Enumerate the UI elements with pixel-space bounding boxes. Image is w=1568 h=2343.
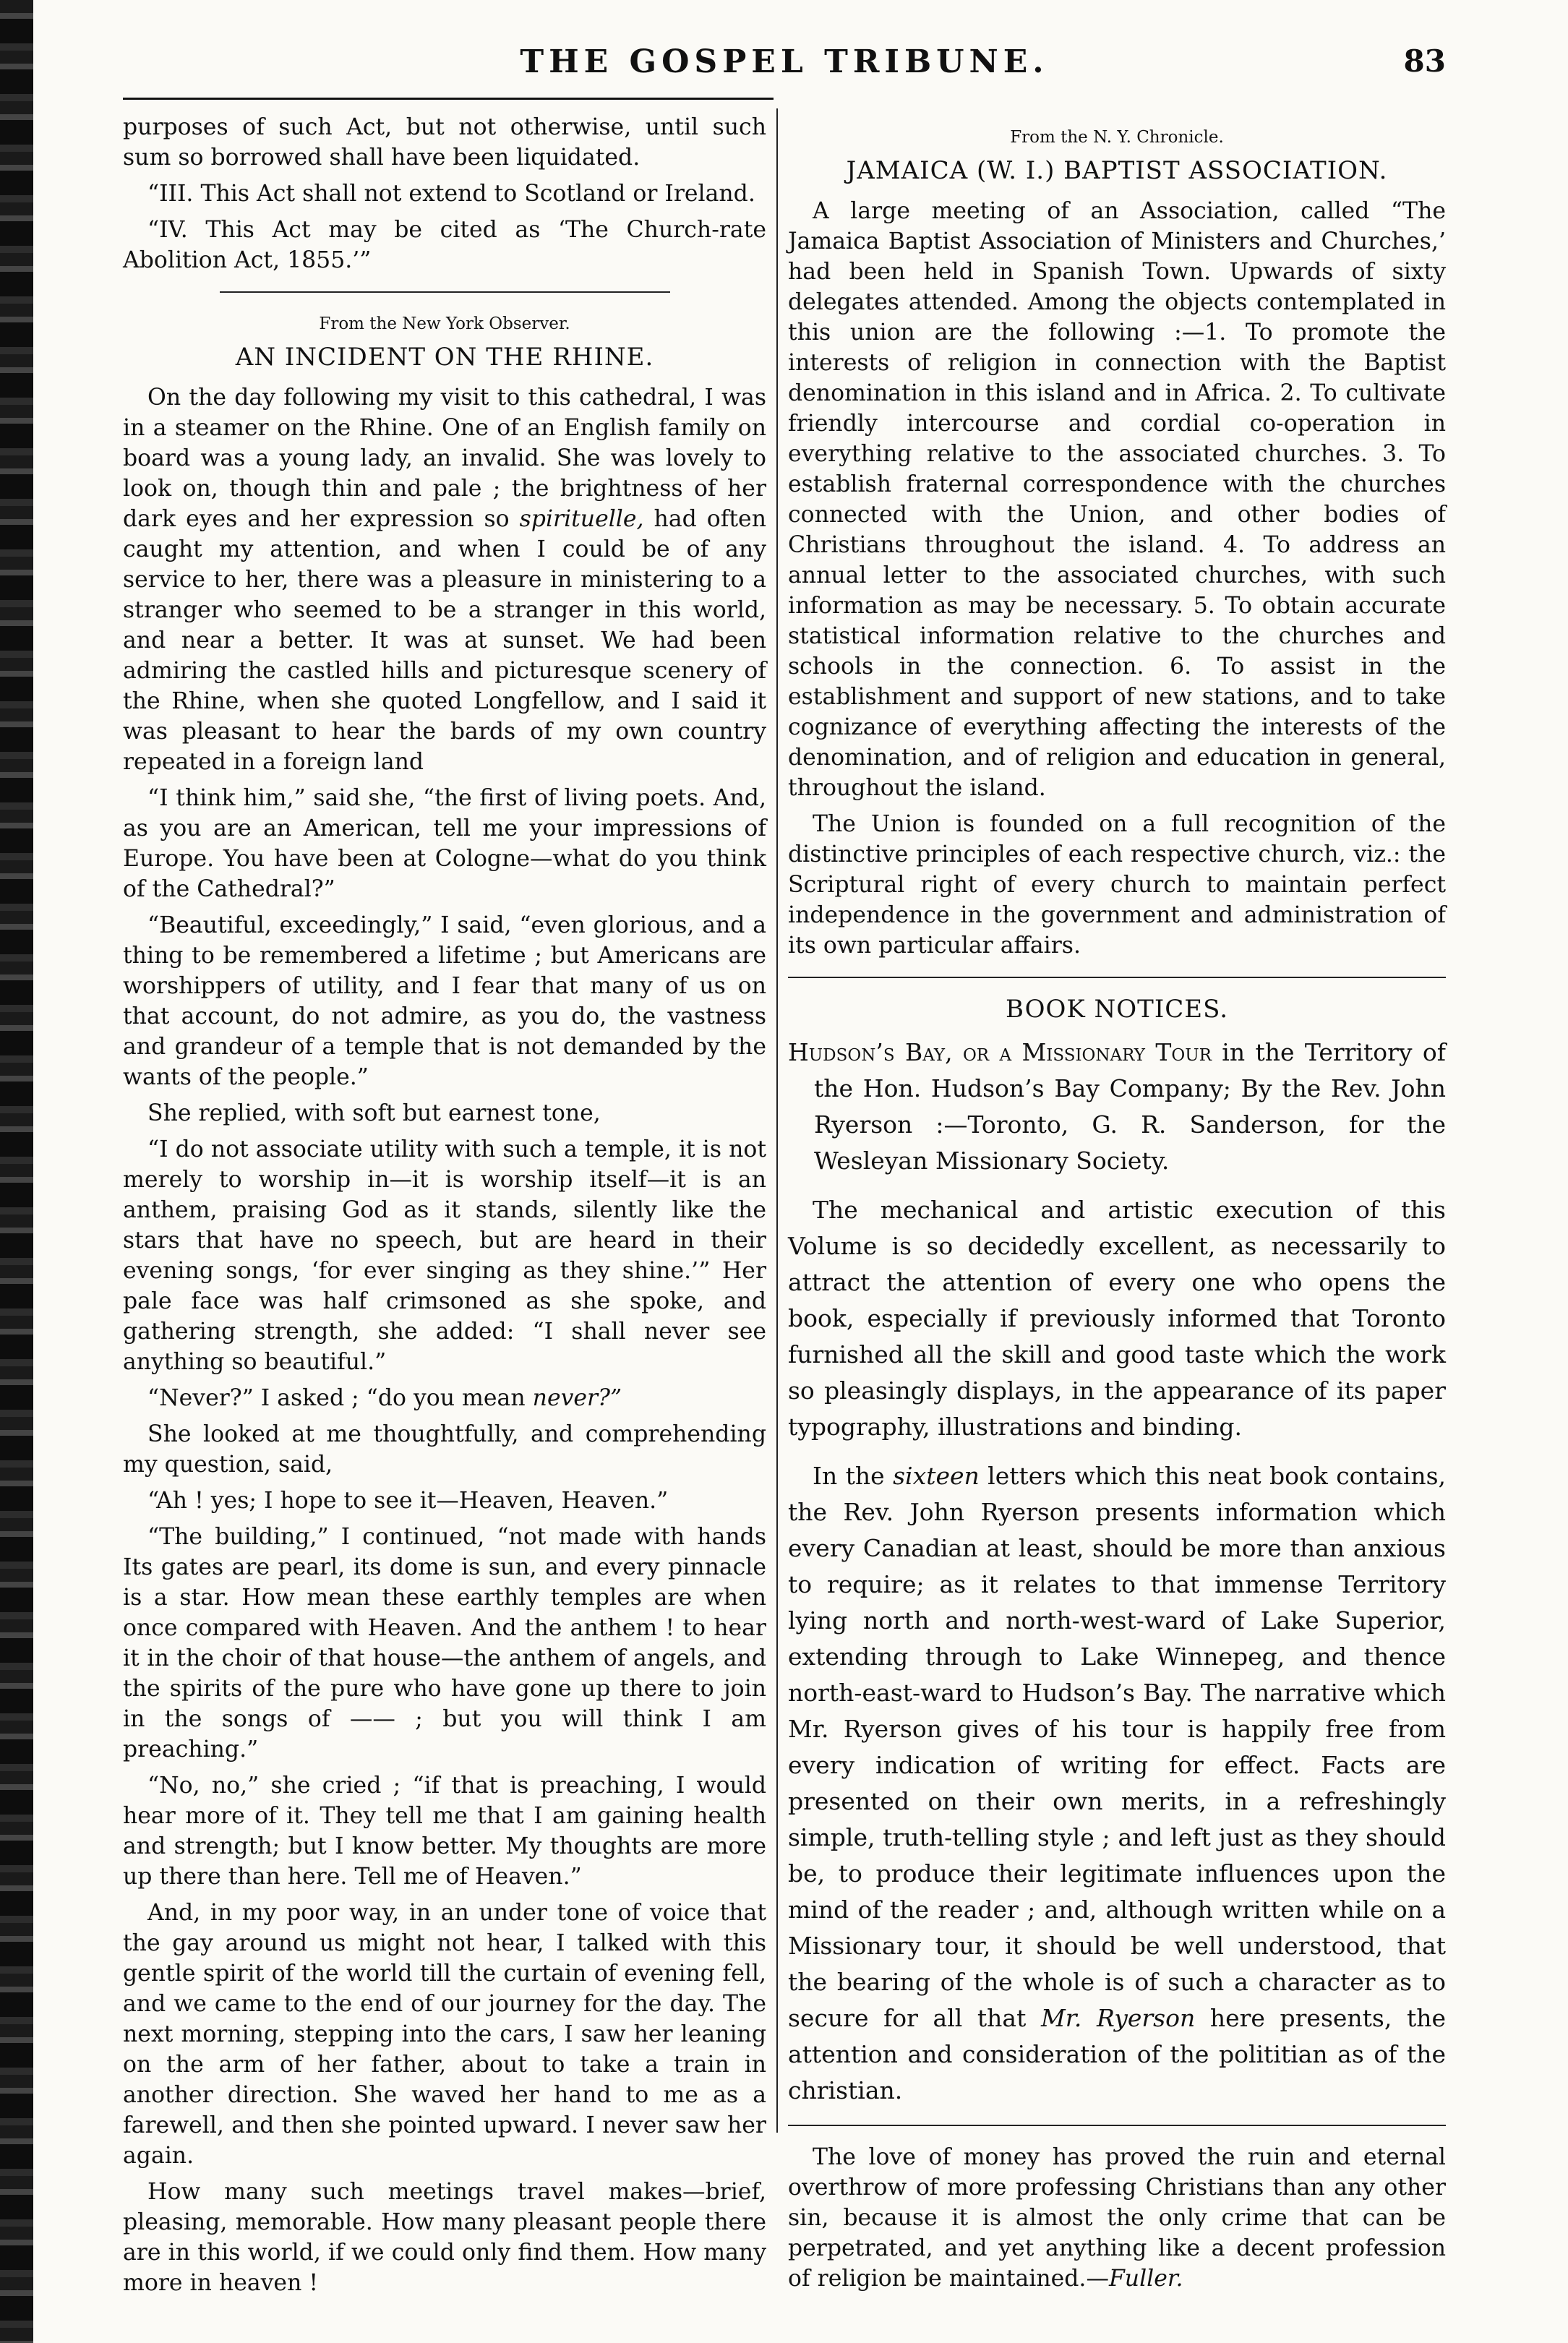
scan-edge — [0, 0, 33, 2343]
act-paragraph-2: “III. This Act shall not extend to Scotland or Ireland. — [147, 181, 755, 207]
section-rule — [788, 2125, 1446, 2126]
left-column — [123, 112, 766, 2304]
book-notices — [788, 1035, 1446, 2109]
text-run: “Never?” I asked ; “do you mean — [147, 1385, 526, 1411]
article-paragraph: The Union is founded on a full recognition of the distinctive principles of each respective church, viz.: the Scriptural right of every church to maintain perfect independence in the government and administration of its own particular affairs. — [788, 811, 1446, 959]
journal-title: THE GOSPEL TRIBUNE. — [520, 43, 1049, 80]
notice-paragraph — [788, 1458, 1446, 2109]
section-rule — [220, 291, 670, 293]
text-run: On the day following my visit to this cathedral, I was in a steamer on the Rhine. One of an English family on board was a young lady, an invalid. She was lovely to look on, though thin and pale ; the brightness of her dark eyes and her expression so — [123, 385, 766, 532]
article-paragraph: “No, no,” she cried ; “if that is preaching, I would hear more of it. They tell me that I am gaining health and strength; but I know better. My thoughts are more up there than here. Tell me of Heaven.” — [123, 1773, 766, 1890]
emphasis: Mr. Ryerson — [1040, 2004, 1196, 2032]
article-paragraph: A large meeting of an Association, called “The Jamaica Baptist Association of Ministers and Churches,’ had been held in Spanish Town. Upwards of sixty delegates attended. Among the objects contemplated in this union are the following :—1. To promote the interests of religion in connection with the Baptist denomination in this island and in Africa. 2. To cultivate friendly intercourse and cordial co-operation in everything relative to the associated churches. 3. To establish fraternal correspondence with the churches connected with the Union, and other bodies of Christians throughout the island. 4. To address an annual letter to the associated churches, with such information as may be necessary. 5. To obtain accurate statistical information relative to the churches and schools in the connection. 6. To assist in the establishment and support of new stations, and to take cognizance of everything affecting the interests of the denomination, and of religion and education in general, throughout the island. — [788, 198, 1446, 801]
emphasis: sixteen — [893, 1462, 980, 1490]
article-source: From the N. Y. Chronicle. — [1010, 128, 1224, 147]
article-paragraph — [123, 1383, 766, 1413]
book-details: in the Territory of the Hon. Hudson’s Bay Company; By the Rev. John Ryerson :—Toronto, G. R. Sanderson, for the Wesleyan Missionary Society. — [814, 1038, 1446, 1175]
article-headline: AN INCIDENT ON THE RHINE. — [235, 343, 654, 372]
article-paragraph — [123, 382, 766, 777]
article-headline: JAMAICA (W. I.) BAPTIST ASSOCIATION. — [846, 156, 1388, 185]
notices-headline: BOOK NOTICES. — [1005, 995, 1229, 1024]
page-header — [123, 43, 1446, 94]
section-rule — [788, 977, 1446, 978]
notice-paragraph: The mechanical and artistic execution of this Volume is so decidedly excellent, as necessarily to attract the attention of every one who opens the book, especially if previously informed that Toronto furnished all the skill and good taste which the work so pleasingly displays, in the appearance of its paper typography, illustrations and binding. — [788, 1196, 1446, 1441]
article-paragraph: How many such meetings travel makes—brief, pleasing, memorable. How many pleasant people there are in this world, if we could only find them. How many more in heaven ! — [123, 2179, 766, 2296]
article-paragraph: And, in my poor way, in an under tone of voice that the gay around us might not hear, I talked with this gentle spirit of the world till the curtain of evening fell, and we came to the end of our journey for the day. The next morning, stepping into the cars, I saw her leaning on the arm of her father, about to take a train in another direction. She waved her hand to me as a farewell, and then she pointed upward. I never saw her again. — [123, 1900, 766, 2169]
article-paragraph: “The building,” I continued, “not made with hands Its gates are pearl, its dome is sun, and every pinnacle is a star. How mean these earthly temples are when once compared with Heaven. And the anthem ! to hear it in the choir of that house—the anthem of angels, and the spirits of the pure who have gone up there to join in the songs of —— ; but you will think I am preaching.” — [123, 1524, 766, 1762]
quote-paragraph — [788, 2142, 1446, 2294]
act-paragraph-1: purposes of such Act, but not otherwise, until such sum so borrowed shall have been liquidated. — [123, 114, 766, 171]
header-rule — [123, 98, 774, 100]
act-paragraph-3: “IV. This Act may be cited as ‘The Church-rate Abolition Act, 1855.’” — [123, 217, 766, 273]
quote-text: The love of money has proved the ruin and eternal overthrow of more professing Christians than any other sin, because it is almost the only crime that can be perpetrated, and yet anything like a decent profession of religion be maintained.— — [788, 2144, 1446, 2292]
text-run: letters which this neat book contains, the Rev. John Ryerson presents information which every Canadian at least, should be more than anxious to require; as it relates to that immense Territory lying north and north-west-ward of Lake Superior, extending through to Lake Winnepeg, and thence north-east-ward to Hudson’s Bay. The narrative which Mr. Ryerson gives of his tour is happily free from every indication of writing for effect. Facts are presented on their own merits, in a refreshingly simple, truth-telling style ; and left just as they should be, to produce their legitimate influences upon the mind of the reader ; and, although written while on a Missionary tour, it should be well understood, that the bearing of the whole is of such a character as to secure for all that — [788, 1462, 1446, 2032]
article-paragraph: She looked at me thoughtfully, and comprehending my question, said, — [123, 1421, 766, 1478]
page-number: 83 — [1403, 43, 1446, 79]
article-paragraph: “Beautiful, exceedingly,” I said, “even glorious, and a thing to be remembered a lifetime ; but Americans are worshippers of utility, and I fear that many of us on that account, do not admire, as you do, the vastness and grandeur of a temple that is not demanded by the wants of the people.” — [123, 912, 766, 1090]
emphasis: spirituelle, — [519, 506, 644, 532]
article-paragraph: “Ah ! yes; I hope to see it—Heaven, Heaven.” — [147, 1488, 669, 1514]
right-column — [788, 112, 1446, 2300]
book-title: Hudson’s Bay, or a Missionary Tour — [788, 1038, 1212, 1066]
text-run: had often caught my attention, and when I could be of any service to her, there was a pleasure in ministering to a stranger who seemed to be a stranger in this world, and near a better. It was at sunset. We had been admiring the castled hills and picturesque scenery of the Rhine, when she quoted Longfellow, and I said it was pleasant to hear the bards of my own country repeated in a foreign land — [123, 506, 766, 775]
column-divider — [776, 108, 778, 2133]
emphasis: never?” — [532, 1385, 622, 1411]
article-source: From the New York Observer. — [319, 314, 570, 333]
article-paragraph: “I do not associate utility with such a temple, it is not merely to worship in—it is worship itself—it is an anthem, praising God as it stands, silently like the stars that have no speech, but are heard in their evening songs, ‘for ever singing as they shine.’” Her pale face was half crimsoned as she spoke, and gathering strength, she added: “I shall never see anything so beautiful.” — [123, 1136, 766, 1375]
article-paragraph: “I think him,” said she, “the first of living poets. And, as you are an American, tell me your impressions of Europe. You have been at Cologne—what do you think of the Cathedral?” — [123, 785, 766, 902]
article-paragraph: She replied, with soft but earnest tone, — [147, 1100, 601, 1126]
quote-attribution: Fuller. — [1108, 2266, 1183, 2292]
text-run: In the — [813, 1462, 885, 1490]
book-citation — [788, 1035, 1446, 1179]
text-run: here presents, the attention and consideration of the polititian as of the christian. — [788, 2004, 1446, 2104]
